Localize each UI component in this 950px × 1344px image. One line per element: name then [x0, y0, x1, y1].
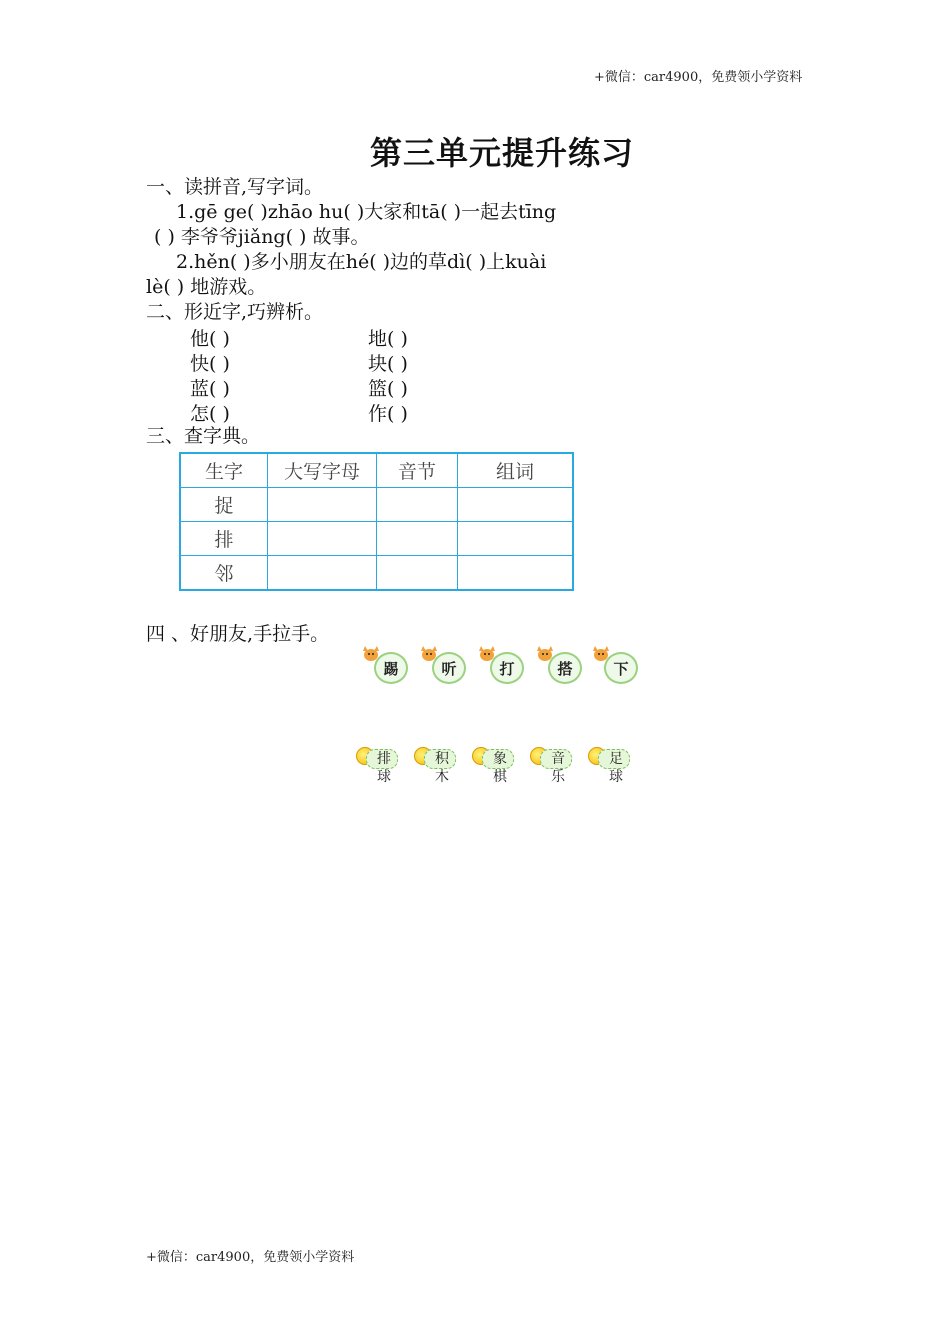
table-row: [180, 522, 573, 556]
table-header: 生字: [180, 453, 268, 488]
section1-line4: lè( ) 地游戏。: [146, 276, 267, 298]
table-cell-blank[interactable]: [377, 556, 458, 591]
pair-right: 地( ): [368, 328, 408, 350]
pair-left: 快( ): [190, 353, 230, 375]
section1-line3: 2.hěn( )多小朋友在hé( )边的草dì( )上kuài: [176, 251, 547, 273]
table-row: [180, 488, 573, 522]
section1-line2: ( ) 李爷爷jiǎng( ) 故事。: [154, 226, 370, 248]
verb-card[interactable]: [418, 646, 476, 682]
pair-left: 他( ): [190, 328, 230, 350]
noun-label: 音乐: [540, 749, 572, 769]
table-cell-char: 捉: [180, 488, 268, 522]
verb-card[interactable]: [360, 646, 418, 682]
section1-heading: 一、读拼音,写字词。: [146, 176, 324, 198]
section3-heading: 三、查字典。: [146, 425, 261, 447]
watermark-bottom: +微信：car4900，免费领小学资料: [146, 1250, 355, 1265]
verb-label: 下: [604, 652, 638, 684]
page-title: 第三单元提升练习: [370, 134, 635, 172]
table-cell-char: 排: [180, 522, 268, 556]
noun-label: 积木: [424, 749, 456, 769]
watermark-top: +微信：car4900，免费领小学资料: [594, 70, 803, 85]
table-cell-blank[interactable]: [458, 488, 574, 522]
table-cell-blank[interactable]: [268, 522, 377, 556]
pair-left: 蓝( ): [190, 378, 230, 400]
table-cell-blank[interactable]: [268, 556, 377, 591]
table-cell-blank[interactable]: [268, 488, 377, 522]
noun-label: 排球: [366, 749, 398, 769]
pair-right: 块( ): [368, 353, 408, 375]
verb-card[interactable]: [476, 646, 534, 682]
dictionary-table: [179, 452, 574, 591]
verb-label: 听: [432, 652, 466, 684]
table-cell-char: 邻: [180, 556, 268, 591]
section1-line1: 1.gē ge( )zhāo hu( )大家和tā( )一起去tīng: [176, 201, 557, 223]
table-header: 音节: [377, 453, 458, 488]
verb-label: 踢: [374, 652, 408, 684]
table-cell-blank[interactable]: [458, 556, 574, 591]
table-cell-blank[interactable]: [377, 522, 458, 556]
section4-heading: 四 、好朋友,手拉手。: [146, 623, 330, 645]
table-header: 组词: [458, 453, 574, 488]
table-cell-blank[interactable]: [377, 488, 458, 522]
verb-label: 打: [490, 652, 524, 684]
verb-card[interactable]: [534, 646, 592, 682]
noun-label: 足球: [598, 749, 630, 769]
table-cell-blank[interactable]: [458, 522, 574, 556]
noun-label: 象棋: [482, 749, 514, 769]
verb-label: 搭: [548, 652, 582, 684]
section2-heading: 二、形近字,巧辨析。: [146, 301, 324, 323]
table-row: [180, 556, 573, 591]
pair-left: 怎( ): [190, 403, 230, 425]
pair-right: 篮( ): [368, 378, 408, 400]
table-header: 大写字母: [268, 453, 377, 488]
pair-right: 作( ): [368, 403, 408, 425]
verb-card[interactable]: [590, 646, 648, 682]
